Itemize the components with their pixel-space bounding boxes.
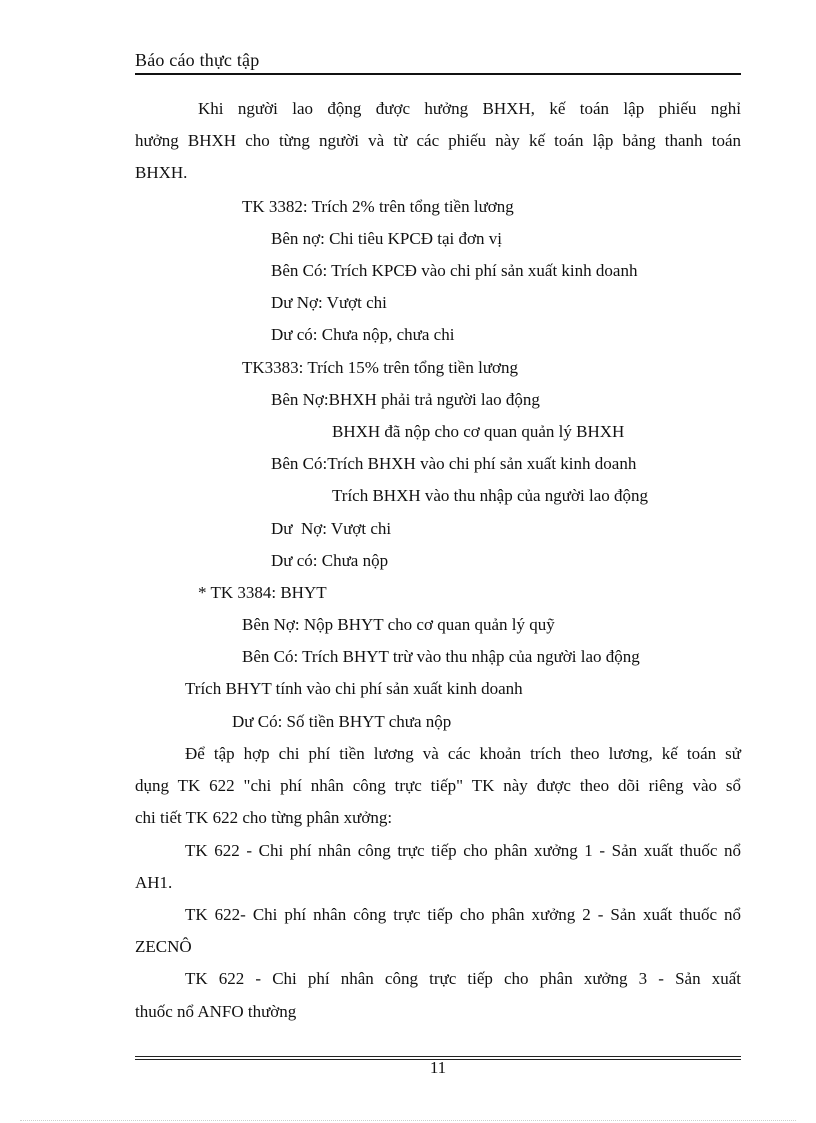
page-number: 11 [429,1058,447,1077]
tk3383-du-co: Dư có: Chưa nộp [271,551,389,570]
tk3383-ben-co-1: Bên Có:Trích BHXH vào chi phí sản xuất kinh doanh [271,454,637,473]
paragraph-1-line-3: BHXH. [135,163,188,182]
tk3383-ben-no-2: BHXH đã nộp cho cơ quan quản lý BHXH [332,422,625,441]
paragraph-4-line-2: ZECNÔ [135,937,192,956]
paragraph-2-line-2: dụng TK 622 "chi phí nhân công trực tiếp" TK này được theo dõi riêng vào sổ [135,776,741,795]
header-rule [135,73,741,75]
tk3384-ben-no: Bên Nợ: Nộp BHYT cho cơ quan quản lý quỹ [242,615,555,634]
tk3383-ben-co-2: Trích BHXH vào thu nhập của người lao động [332,486,648,505]
tk3383-du-no: Dư Nợ: Vượt chi [271,519,392,538]
paragraph-3-line-1: TK 622 - Chi phí nhân công trực tiếp cho phân xưởng 1 - Sản xuất thuốc nổ [185,841,741,860]
paragraph-4-line-1: TK 622- Chi phí nhân công trực tiếp cho phân xưởng 2 - Sản xuất thuốc nổ [185,905,741,924]
footer-rule-top [135,1056,741,1057]
page-edge-dotted-line [20,1120,796,1121]
tk3382-title: TK 3382: Trích 2% trên tổng tiền lương [242,197,514,216]
paragraph-1-line-2: hưởng BHXH cho từng người và từ các phiếu này kế toán lập bảng thanh toán [135,131,741,150]
tk3384-title: * TK 3384: BHYT [198,583,327,602]
tk3382-du-no: Dư Nợ: Vượt chi [271,293,387,312]
paragraph-5-line-2: thuốc nổ ANFO thường [135,1002,297,1021]
tk3384-du-co: Dư Có: Số tiền BHYT chưa nộp [232,712,452,731]
tk3382-ben-no: Bên nợ: Chi tiêu KPCĐ tại đơn vị [271,229,502,248]
paragraph-2-line-3: chi tiết TK 622 cho từng phân xưởng: [135,808,393,827]
tk3383-ben-no-1: Bên Nợ:BHXH phải trả người lao động [271,390,540,409]
header-title: Báo cáo thực tập [135,50,260,70]
tk3384-ben-co-2: Trích BHYT tính vào chi phí sản xuất kinh doanh [185,679,523,698]
tk3382-du-co: Dư có: Chưa nộp, chưa chi [271,325,455,344]
paragraph-3-line-2: AH1. [135,873,173,892]
paragraph-2-line-1: Để tập hợp chi phí tiền lương và các khoản trích theo lương, kế toán sử [185,744,741,763]
tk3384-ben-co: Bên Có: Trích BHYT trừ vào thu nhập của người lao động [242,647,640,666]
tk3382-ben-co: Bên Có: Trích KPCĐ vào chi phí sản xuất kinh doanh [271,261,638,280]
paragraph-1-line-1: Khi người lao động được hưởng BHXH, kế toán lập phiếu nghỉ [198,99,741,118]
tk3383-title: TK3383: Trích 15% trên tổng tiền lương [242,358,519,377]
paragraph-5-line-1: TK 622 - Chi phí nhân công trực tiếp cho phân xưởng 3 - Sản xuất [185,969,741,988]
